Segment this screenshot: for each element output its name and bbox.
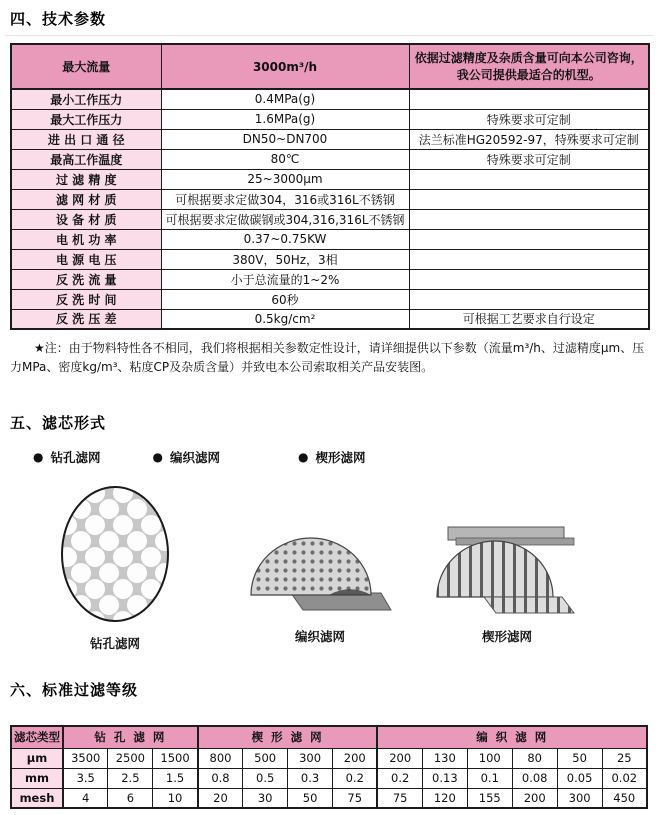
grade-value-cell: 2500: [108, 748, 153, 768]
param-value-cell: 0.37~0.75KW: [161, 229, 409, 249]
grade-value-cell: 300: [288, 748, 333, 768]
param-name-cell: 反 洗 时 间: [11, 289, 161, 309]
grade-value-cell: 80: [512, 748, 557, 768]
grade-value-cell: 0.1: [467, 768, 512, 788]
bullet-icon: ●: [298, 450, 309, 464]
section6-title: 六、标准过滤等级: [10, 681, 139, 699]
param-remark-cell: [409, 89, 649, 109]
param-remark-cell: [409, 209, 649, 229]
param-value-cell: 1.6MPa(g): [161, 109, 409, 129]
section5-title: 五、滤芯形式: [10, 414, 107, 432]
param-name-cell: 进 出 口 通 径: [11, 129, 161, 149]
param-name-cell: 最大流量: [11, 44, 161, 89]
woven-screen-image: [245, 521, 395, 616]
param-value-cell: 60秒: [161, 289, 409, 309]
bullet-label: 编织滤网: [169, 450, 220, 465]
woven-screen-figure: [235, 521, 405, 645]
param-value-cell: 可根据要求定做304，316或316L不锈钢: [161, 189, 409, 209]
param-name-cell: 最高工作温度: [11, 149, 161, 169]
grade-value-cell: 4: [63, 788, 108, 808]
grade-value-cell: 0.3: [288, 768, 333, 788]
grade-value-cell: 50: [288, 788, 333, 808]
param-name-cell: 设 备 材 质: [11, 209, 161, 229]
param-name-cell: 反 洗 流 量: [11, 269, 161, 289]
grade-value-cell: 200: [512, 788, 557, 808]
note-text: ★注：由于物料特性各不相同，我们将根据相关参数定性设计，请详细提供以下参数（流量m³/h、过滤精度μm、压力MPa、密度kg/m³、粘度CP及杂质含量）并致电本公司索取相关产品安装图。: [10, 341, 645, 374]
table-row: [11, 289, 649, 309]
bullet-icon: ●: [152, 450, 163, 464]
grade-value-cell: 500: [243, 748, 288, 768]
param-name-cell: 最小工作压力: [11, 89, 161, 109]
grade-value-cell: 75: [377, 788, 422, 808]
figure-caption: 楔形滤网: [481, 629, 532, 644]
grade-value-cell: 200: [333, 748, 378, 768]
unit-label-cell: mm: [11, 768, 63, 788]
grade-value-cell: 3.5: [63, 768, 108, 788]
param-name-cell: 反 洗 压 差: [11, 309, 161, 329]
remark-line: 我公司提供最适合的机型。: [456, 67, 601, 82]
grade-value-cell: 0.13: [422, 768, 467, 788]
bullet-item: [33, 448, 101, 466]
param-remark-cell: [409, 229, 649, 249]
grade-value-cell: 155: [467, 788, 512, 808]
grade-value-cell: 0.05: [557, 768, 602, 788]
grade-value-cell: 20: [198, 788, 243, 808]
grade-value-cell: 0.2: [377, 768, 422, 788]
grade-value-cell: 75: [333, 788, 378, 808]
wedge-screen-figure: [422, 521, 592, 645]
grade-value-cell: 6: [108, 788, 153, 808]
param-remark-cell: [409, 249, 649, 269]
title-divider: [5, 35, 653, 36]
grade-value-cell: 2.5: [108, 768, 153, 788]
section4-title: 四、技术参数: [10, 10, 107, 28]
grade-value-cell: 1.5: [153, 768, 198, 788]
table-row: [11, 309, 649, 329]
unit-label-cell: μm: [11, 748, 63, 768]
param-value-cell: 小于总流量的1~2%: [161, 269, 409, 289]
table-row: [11, 44, 649, 89]
table-row: [11, 169, 649, 189]
table-row: [11, 788, 647, 808]
tech-params-table: [10, 43, 650, 330]
unit-label-cell: mesh: [11, 788, 63, 808]
param-value-cell: 25~3000μm: [161, 169, 409, 189]
grade-value-cell: 50: [557, 748, 602, 768]
table-row: [11, 209, 649, 229]
param-value-cell: 0.5kg/cm²: [161, 309, 409, 329]
param-name-cell: 电 机 功 率: [11, 229, 161, 249]
group-header-cell: 钻 孔 滤 网: [63, 726, 198, 748]
filter-figures: [0, 485, 658, 657]
grade-value-cell: 1500: [153, 748, 198, 768]
figure-caption: 钻孔滤网: [89, 636, 140, 651]
table-row: [11, 89, 649, 109]
corner-header-cell: 滤芯类型: [11, 726, 63, 748]
param-remark-cell: 法兰标准HG20592-97，特殊要求可定制: [409, 129, 649, 149]
param-value-cell: 3000m³/h: [161, 44, 409, 89]
grade-value-cell: 100: [467, 748, 512, 768]
bullet-label: 钻孔滤网: [50, 450, 101, 465]
grade-value-cell: 200: [377, 748, 422, 768]
param-value-cell: 80℃: [161, 149, 409, 169]
param-remark-cell: 可根据工艺要求自行设定: [409, 309, 649, 329]
grade-value-cell: 0.2: [333, 768, 378, 788]
bullet-icon: ●: [33, 450, 44, 464]
grade-value-cell: 300: [557, 788, 602, 808]
param-value-cell: 0.4MPa(g): [161, 89, 409, 109]
table-row: [11, 768, 647, 788]
filtration-grades-table: [10, 725, 648, 809]
param-remark-cell: 特殊要求可定制: [409, 109, 649, 129]
grade-value-cell: 0.02: [602, 768, 647, 788]
param-name-cell: 滤 网 材 质: [11, 189, 161, 209]
table-row: [11, 109, 649, 129]
table-row: [11, 249, 649, 269]
param-name-cell: 过 滤 精 度: [11, 169, 161, 189]
group-header-cell: 编 织 滤 网: [377, 726, 647, 748]
drilled-screen-figure: [52, 485, 178, 652]
param-remark-cell: [409, 169, 649, 189]
param-value-cell: 380V，50Hz，3相: [161, 249, 409, 269]
bullet-item: [153, 448, 221, 466]
param-name-cell: 最大工作压力: [11, 109, 161, 129]
table-row: [11, 189, 649, 209]
drilled-screen-image: [60, 485, 170, 623]
grade-value-cell: 30: [243, 788, 288, 808]
param-remark-cell: [409, 189, 649, 209]
table-row: [11, 748, 647, 768]
param-value-cell: DN50~DN700: [161, 129, 409, 149]
bullet-item: [298, 448, 366, 466]
param-value-cell: 可根据要求定做碳钢或304,316,316L不锈钢: [161, 209, 409, 229]
param-remark-cell: [409, 289, 649, 309]
grade-value-cell: 0.5: [243, 768, 288, 788]
grade-value-cell: 800: [198, 748, 243, 768]
grade-value-cell: 0.08: [512, 768, 557, 788]
wedge-screen-image: [432, 521, 582, 616]
param-remark-cell: [409, 269, 649, 289]
grade-value-cell: 120: [422, 788, 467, 808]
param-name-cell: 电 源 电 压: [11, 249, 161, 269]
grade-value-cell: 0.8: [198, 768, 243, 788]
table-row: [11, 269, 649, 289]
table-row: [11, 726, 647, 748]
grade-value-cell: 25: [602, 748, 647, 768]
param-remark-cell: 特殊要求可定制: [409, 149, 649, 169]
grade-value-cell: 450: [602, 788, 647, 808]
grade-value-cell: 10: [153, 788, 198, 808]
bullet-label: 楔形滤网: [315, 450, 366, 465]
grade-value-cell: 130: [422, 748, 467, 768]
grade-value-cell: 3500: [63, 748, 108, 768]
figure-caption: 编织滤网: [294, 629, 345, 644]
remark-line: 依据过滤精度及杂质含量可向本公司咨询，: [414, 50, 643, 65]
param-remark-cell: [409, 44, 649, 89]
table-row: [11, 229, 649, 249]
table-row: [11, 149, 649, 169]
table-row: [11, 129, 649, 149]
group-header-cell: 楔 形 滤 网: [198, 726, 378, 748]
filter-type-bullets: [33, 449, 658, 465]
